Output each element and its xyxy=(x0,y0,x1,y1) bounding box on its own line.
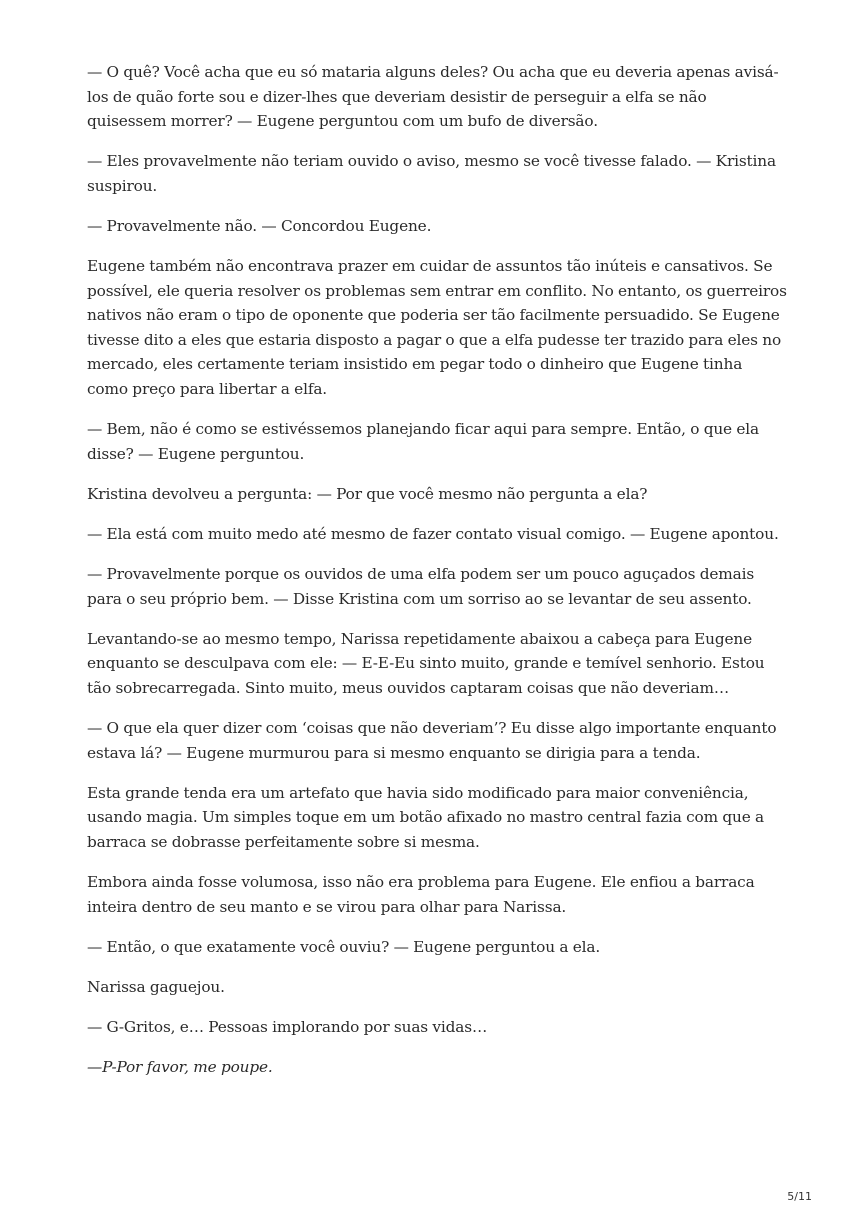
paragraph: Embora ainda fosse volumosa, isso não era problema para Eugene. Ele enfiou a barraca inteira dentro de seu manto e se virou para olhar para Narissa. xyxy=(87,872,755,916)
paragraph: Narissa gaguejou. xyxy=(87,977,225,996)
paragraph: — Provavelmente não. — Concordou Eugene. xyxy=(87,216,432,235)
paragraph: Esta grande tenda era um artefato que havia sido modificado para maior conveniência, usando magia. Um simples toque em um botão afixado no mastro central fazia com que a barraca se dobrasse perfeitamente sobre si mesma. xyxy=(87,783,765,851)
paragraph: — G-Gritos, e… Pessoas implorando por suas vidas… xyxy=(87,1017,488,1036)
page-number: 5/11 xyxy=(787,1190,812,1203)
paragraph: — O que ela quer dizer com ‘coisas que não deveriam’? Eu disse algo importante enquanto estava lá? — Eugene murmurou para si mesmo enquanto se dirigia para a tenda. xyxy=(87,718,777,762)
paragraph: Eugene também não encontrava prazer em cuidar de assuntos tão inúteis e cansativos. Se possível, ele queria resolver os problemas sem entrar em conflito. No entanto, os guerreiros nativos não eram o tipo de oponente que poderia ser tão facilmente persuadido. Se Eugene tivesse dito a eles que estaria disposto a pagar o que a elfa pudesse ter trazido para eles no mercado, eles certamente teriam insistido em pegar todo o dinheiro que Eugene tinha como preço para libertar a elfa. xyxy=(87,257,787,399)
paragraph: — Bem, não é como se estivéssemos planejando ficar aqui para sempre. Então, o que ela disse? — Eugene perguntou. xyxy=(87,420,759,463)
paragraph: — Provavelmente porque os ouvidos de uma elfa podem ser um pouco aguçados demais para o seu próprio bem. — Disse Kristina com um sorriso ao se levantar de seu assento. xyxy=(87,565,755,608)
paragraph: — Ela está com muito medo até mesmo de fazer contato visual comigo. — Eugene apontou. xyxy=(87,524,779,543)
paragraph: — O quê? Você acha que eu só mataria alguns deles? Ou acha que eu deveria apenas avisá-los de quão forte sou e dizer-lhes que deveriam desistir de perseguir a elfa se não quisessem morrer? — Eugene perguntou com um bufo de diversão. xyxy=(87,63,779,131)
paragraph: Kristina devolveu a pergunta: — Por que você mesmo não pergunta a ela? xyxy=(87,484,648,503)
paragraph-italic: —P-Por favor, me poupe. xyxy=(87,1057,273,1076)
paragraph: — Então, o que exatamente você ouviu? — Eugene perguntou a ela. xyxy=(87,937,601,956)
document-body xyxy=(87,60,787,1095)
paragraph: — Eles provavelmente não teriam ouvido o aviso, mesmo se você tivesse falado. — Kristina suspirou. xyxy=(87,152,776,195)
paragraph: Levantando-se ao mesmo tempo, Narissa repetidamente abaixou a cabeça para Eugene enquanto se desculpava com ele: — E-E-Eu sinto muito, grande e temível senhorio. Estou tão sobrecarregada. Sinto muito, meus ouvidos captaram coisas que não deveriam… xyxy=(87,629,765,697)
